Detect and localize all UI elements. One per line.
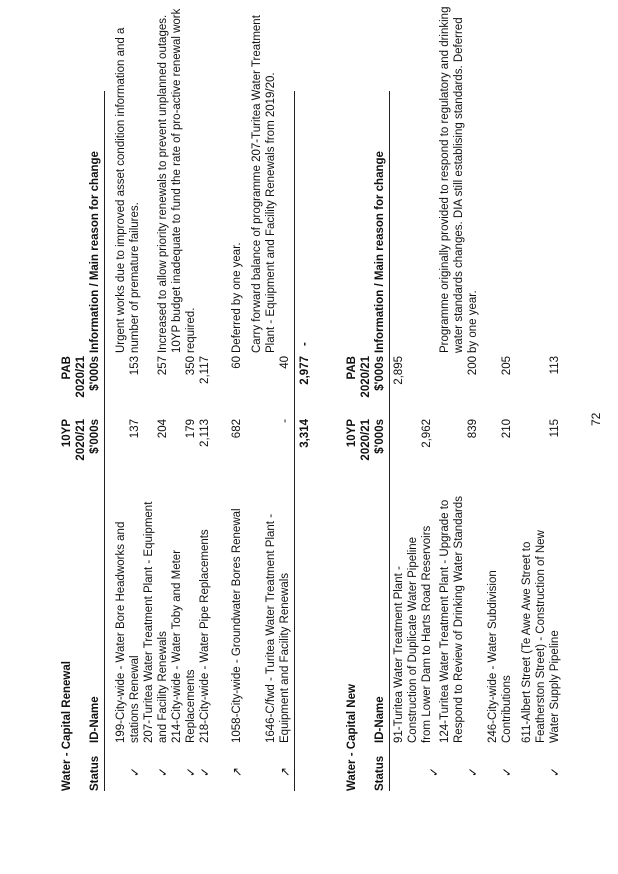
status-icon: ✓ [156, 766, 170, 778]
info-text: Urgent works due to improved asset condition information and a number of premature failures. [115, 27, 141, 353]
id-name: 1058-City-wide - Groundwater Bores Renewal [231, 508, 243, 743]
header-rule [389, 91, 390, 791]
pab-value: 153 [129, 356, 141, 376]
pab-value: 40 [279, 356, 291, 369]
pab-value: 350 [185, 356, 197, 376]
col-header-status: Status [89, 755, 101, 791]
info-text: Increased to allow priority renewals to prevent unplanned outages. [157, 14, 169, 353]
info-text: Carry forward balance of programme 207-Turitea Water Treatment Plant - Equipment and Facility Renewals from 2019/20. [251, 15, 277, 353]
tenyp-value: 682 [231, 419, 243, 439]
id-name: 246-City-wide - Water Subdivision Contributions [487, 570, 513, 743]
status-icon: ✓ [184, 766, 198, 778]
col-header-pab-year: 2020/21 [360, 356, 372, 398]
tenyp-value: 137 [129, 419, 141, 439]
page-number: 72 [589, 412, 603, 426]
col-header-10yp-year: 2020/21 [360, 419, 372, 461]
tenyp-value: 2,962 [421, 419, 433, 448]
pab-value: 200 [467, 356, 479, 376]
status-icon: ✓ [500, 766, 514, 778]
col-header-pab-unit: $'000s [89, 356, 101, 391]
id-name: 218-City-wide - Water Pipe Replacements [199, 529, 211, 743]
tenyp-value: 179 [185, 419, 197, 439]
pab-value: 205 [501, 356, 513, 376]
id-name: 207-Turitea Water Treatment Plant - Equipment and Facility Renewals [143, 501, 169, 743]
col-header-10yp-year: 2020/21 [75, 419, 87, 461]
tenyp-value: 115 [549, 419, 561, 438]
id-name: 1646-C/fwd - Turitea Water Treatment Plant - Equipment and Facility Renewals [265, 513, 291, 743]
col-header-10yp-unit: $'000s [89, 419, 101, 454]
pab-value: 113 [549, 356, 561, 375]
info-text: Programme originally provided to respond to regulatory and drinking water standards changes. DIA still establising standards. Deferred by one year. [439, 6, 479, 353]
status-icon: ↗ [230, 766, 244, 778]
status-icon: ✓ [548, 766, 562, 778]
col-header-status: Status [374, 755, 386, 791]
total-tenyp: 3,314 [299, 419, 311, 448]
status-icon: ✓ [427, 766, 441, 778]
col-header-id-name: ID-Name [89, 696, 101, 743]
col-header-info: Information / Main reason for change [89, 151, 101, 353]
pab-value: 2,117 [199, 356, 211, 384]
tenyp-value: 210 [501, 419, 513, 439]
info-text: 10YP budget inadequate to fund the rate of pro-active renewal work required. [171, 8, 197, 353]
total-info: - [299, 342, 311, 346]
id-name: 611-Albert Street (Te Awe Awe Street to Featherston Street) - Construction of New Water Supply Pipeline [521, 530, 561, 743]
tenyp-value: 204 [157, 419, 169, 439]
status-icon: ✓ [128, 766, 142, 778]
col-header-info: Information / Main reason for change [374, 151, 386, 353]
tenyp-value: - [279, 419, 291, 423]
col-header-pab-year: 2020/21 [75, 356, 87, 398]
status-icon: ✓ [466, 766, 480, 778]
col-header-pab: PAB [346, 356, 358, 380]
col-header-10yp: 10YP [346, 419, 358, 448]
col-header-10yp: 10YP [61, 419, 73, 448]
col-header-pab-unit: $'000s [374, 356, 386, 391]
id-name: 91-Turitea Water Treatment Plant - Construction of Duplicate Water Pipeline from Lower Dam to Harts Road Reservoirs [393, 525, 433, 743]
info-text: Deferred by one year. [231, 242, 243, 353]
id-name: 124-Turitea Water Treatment Plant - Upgrade to Respond to Review of Drinking Water Standards [439, 496, 465, 743]
pab-value: 2,895 [393, 356, 405, 385]
section-title: Water - Capital New [346, 684, 358, 791]
total-rule [294, 91, 295, 791]
tenyp-value: 839 [467, 419, 479, 439]
pab-value: 257 [157, 356, 169, 376]
pab-value: 60 [231, 356, 243, 369]
total-pab: 2,977 [299, 356, 311, 385]
col-header-10yp-unit: $'000s [374, 419, 386, 454]
col-header-pab: PAB [61, 356, 73, 380]
status-icon: ↗ [278, 766, 292, 778]
id-name: 199-City-wide - Water Bore Headworks and stations Renewal [115, 521, 141, 743]
header-rule [104, 91, 105, 791]
status-icon: ✓ [198, 766, 212, 778]
id-name: 214-City-wide - Water Toby and Meter Replacements [171, 549, 197, 743]
section-title: Water - Capital Renewal [61, 661, 73, 791]
col-header-id-name: ID-Name [374, 696, 386, 743]
tenyp-value: 2,113 [199, 419, 211, 447]
